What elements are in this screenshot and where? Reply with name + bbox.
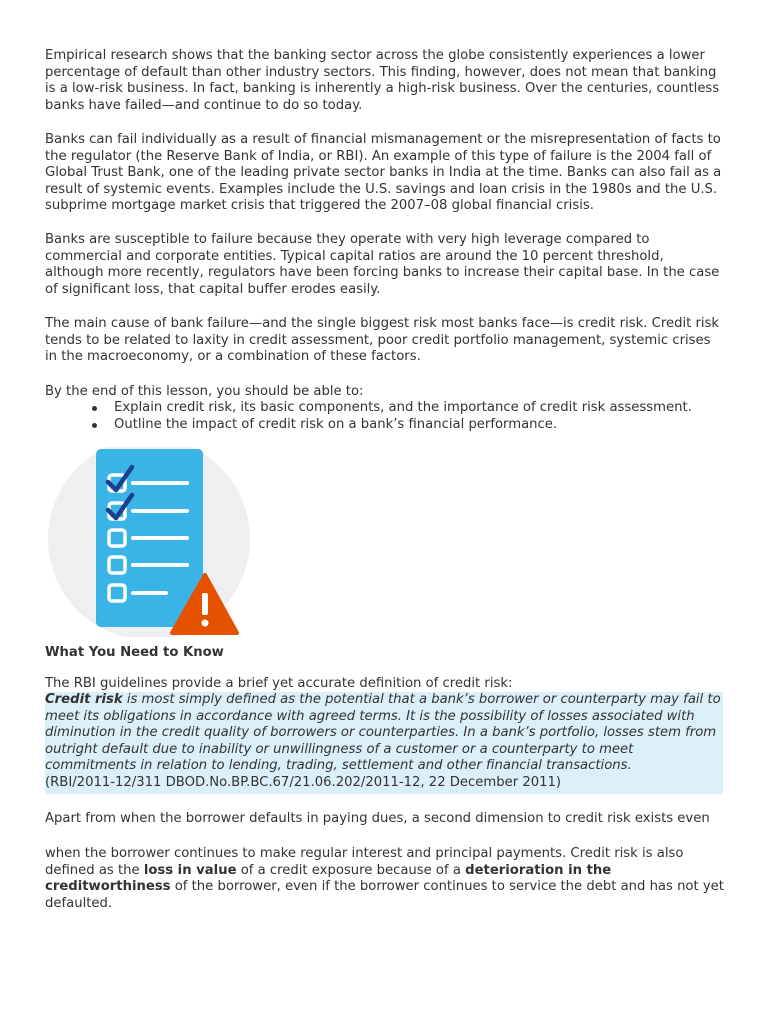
- closing-text: when the borrower continues to make regular interest and principal payments. Credit risk is also defined as the: [45, 846, 684, 878]
- objective-item: Explain credit risk, its basic components, and the importance of credit risk assessment.: [45, 400, 725, 417]
- closing-bold-loss-in-value: loss in value: [143, 862, 237, 878]
- objectives-intro: By the end of this lesson, you should be able to:: [45, 384, 364, 399]
- intro-paragraph-3: Banks are susceptible to failure because they operate with very high leverage compared to commercial and corporate entities. Typical capital ratios are around the 10 percent threshold, although more recently, regulators have been forcing banks to increase their capital base. In the case of significant loss, that capital buffer erodes easily.: [45, 232, 720, 297]
- definition-citation: (RBI/2011-12/311 DBOD.No.BP.BC.67/21.06.202/2011-12, 22 December 2011): [45, 774, 562, 790]
- closing-text: of a credit exposure because of a: [236, 862, 466, 878]
- intro-paragraph-1: Empirical research shows that the banking sector across the globe consistently experiences a lower percentage of default than other industry sectors. This finding, however, does not mean that banking is a low-risk business. In fact, banking is inherently a high-risk business. Over the centuries, countless banks have failed—and continue to do so today.: [45, 48, 720, 113]
- closing-paragraph: [45, 846, 725, 912]
- closing-line-1: Apart from when the borrower defaults in paying dues, a second dimension to credit risk exists even: [45, 811, 710, 826]
- objectives-list: [45, 400, 725, 433]
- definition-body: is most simply defined as the potential that a bank’s borrower or counterparty may fail to meet its obligations in accordance with agreed terms. It is the possibility of losses associated with diminution in the credit quality of borrowers or counterparties. In a bank’s portfolio, losses stem from outright default due to inability or unwillingness of a customer or a counterparty to meet commitments in relation to lending, trading, settlement and other financial transactions.: [45, 692, 721, 774]
- closing-bold-deterioration: deterioration in the creditworthiness: [45, 862, 612, 895]
- definition-quote-box: [45, 692, 723, 794]
- objective-item: Outline the impact of credit risk on a bank’s financial performance.: [45, 417, 725, 434]
- intro-paragraph-4: The main cause of bank failure—and the single biggest risk most banks face—is credit risk. Credit risk tends to be related to laxity in credit assessment, poor credit portfolio management, systemic crises in the macroeconomy, or a combination of these factors.: [45, 316, 720, 365]
- closing-text: of the borrower, even if the borrower continues to service the debt and has not yet defaulted.: [45, 879, 724, 911]
- definition-term: Credit risk: [45, 692, 123, 707]
- checklist-warning-icon: [48, 447, 252, 637]
- intro-paragraph-2: Banks can fail individually as a result of financial mismanagement or the misrepresentation of facts to the regulator (the Reserve Bank of India, or RBI). An example of this type of failure is the 2004 fall of Global Trust Bank, one of the leading private sector banks in India at the time. Banks can also fail as a result of systemic events. Examples include the U.S. savings and loan crisis in the 1980s and the U.S. subprime mortgage market crisis that triggered the 2007–08 global financial crisis.: [45, 132, 722, 214]
- definition-text: [45, 692, 723, 775]
- definition-intro: The RBI guidelines provide a brief yet accurate definition of credit risk:: [45, 676, 513, 691]
- section-heading: What You Need to Know: [45, 645, 224, 660]
